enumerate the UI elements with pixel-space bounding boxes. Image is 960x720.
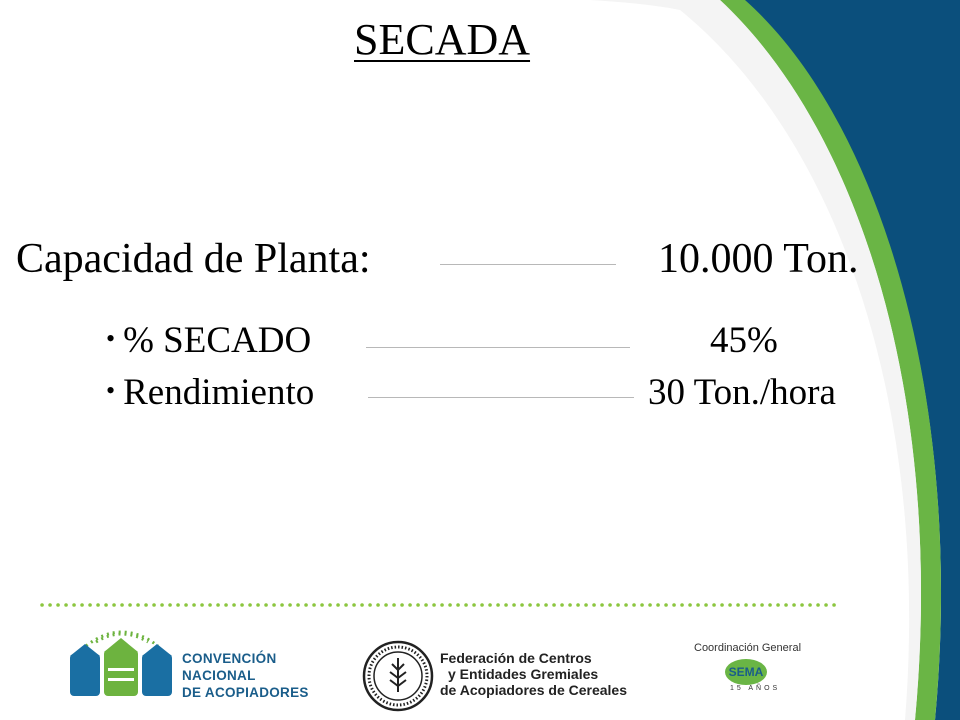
coordination-label: Coordinación General xyxy=(694,642,802,654)
bullet-rendimiento-value: 30 Ton./hora xyxy=(648,372,836,413)
capacity-leader-line xyxy=(440,264,616,265)
capacity-label: Capacidad de Planta: xyxy=(16,236,371,282)
federation-line-1: Federación de Centros xyxy=(440,650,592,666)
bullet-secado xyxy=(106,322,311,359)
dotted-separator xyxy=(40,602,840,608)
bullet-rendimiento xyxy=(106,374,314,411)
bullet-marker: • xyxy=(106,376,116,405)
secado-leader-line xyxy=(366,347,630,348)
bullet-marker: • xyxy=(106,324,116,353)
federation-text xyxy=(440,650,627,698)
sema-logo-text: SEMA xyxy=(728,665,764,679)
capacity-value: 10.000 Ton. xyxy=(658,236,859,282)
bullet-label: Rendimiento xyxy=(123,372,315,413)
cna-logo-text xyxy=(182,650,309,701)
bullet-label: % SECADO xyxy=(123,320,312,361)
cna-line-2: NACIONAL xyxy=(182,668,256,683)
cna-logo-icon xyxy=(66,616,178,700)
federation-line-3: de Acopiadores de Cereales xyxy=(440,682,628,698)
sema-logo-icon xyxy=(724,658,768,686)
federation-seal-icon xyxy=(362,640,434,712)
bullet-secado-value: 45% xyxy=(710,320,778,361)
federation-line-2: y Entidades Gremiales xyxy=(448,666,599,682)
sema-logo-subtext: 15 AÑOS xyxy=(730,685,781,692)
slide-title: SECADA xyxy=(354,15,531,64)
rendimiento-leader-line xyxy=(368,397,634,398)
cna-line-3: DE ACOPIADORES xyxy=(182,685,309,700)
cna-line-1: CONVENCIÓN xyxy=(182,651,277,666)
